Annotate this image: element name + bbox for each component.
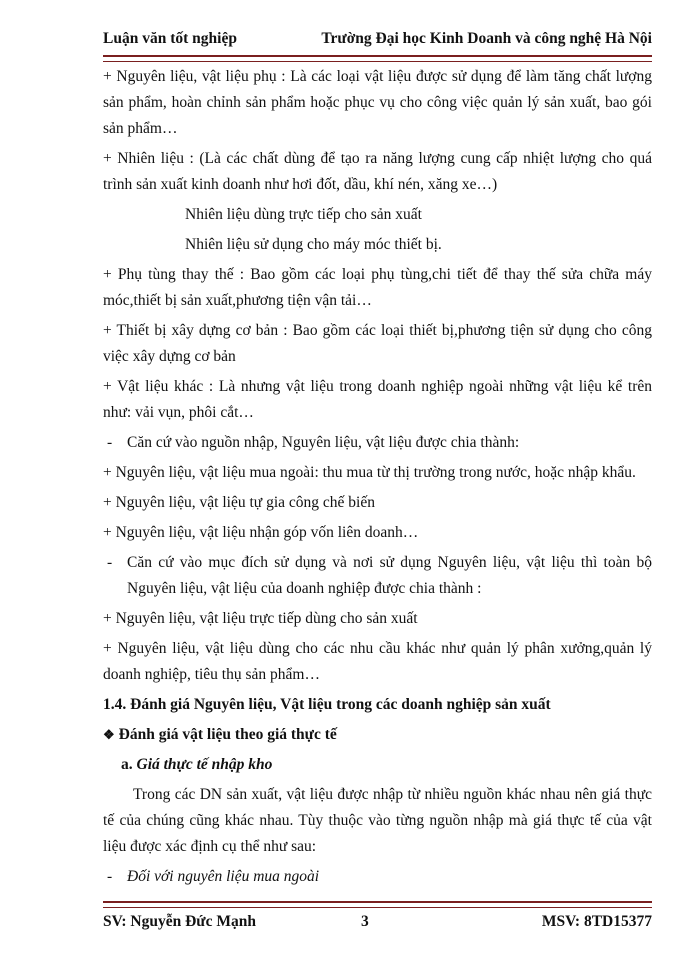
dash-marker: - [107, 868, 113, 885]
dash-item-text: Căn cứ vào nguồn nhập, Nguyên liệu, vật liệu được chia thành: [127, 434, 520, 451]
dash-item-by-purpose [103, 550, 652, 602]
section-heading: 1.4. Đánh giá Nguyên liệu, Vật liệu trong các doanh nghiệp sản xuất [103, 696, 551, 713]
footer-page-number: 3 [361, 913, 369, 930]
dash-item-purchased-materials [103, 864, 652, 890]
paragraph-other-needs: + Nguyên liệu, vật liệu dùng cho các nhu cầu khác như quản lý phân xưởng,quản lý doanh nghiệp, tiêu thụ sản phẩm… [103, 640, 652, 683]
paragraph-fuel: + Nhiên liệu : (Là các chất dùng để tạo ra năng lượng cung cấp nhiệt lượng cho quá trình sản xuất kinh doanh như hơi đốt, dầu, khí nén, xăng xe…) [103, 150, 652, 193]
dash-marker: - [107, 434, 113, 451]
header-rule [103, 55, 652, 62]
paragraph-auxiliary-materials: + Nguyên liệu, vật liệu phụ : Là các loại vật liệu được sử dụng để làm tăng chất lượng sản phẩm, hoàn chỉnh sản phẩm hoặc phục vụ cho công việc quản lý sản xuất, bao gói sản phẩm… [103, 68, 652, 137]
footer-student-id: MSV: 8TD15377 [541, 913, 652, 930]
paragraph-actual-price: Trong các DN sản xuất, vật liệu được nhập từ nhiều nguồn khác nhau nên giá thực tế của chúng cũng khác nhau. Tùy thuộc vào từng nguồn nhập mà giá thực tế của vật liệu được xác định cụ thể như sau: [103, 786, 652, 855]
dash-item-text: Căn cứ vào mục đích sử dụng và nơi sử dụng Nguyên liệu, vật liệu thì toàn bộ Nguyên liệu, vật liệu của doanh nghiệp được chia thành : [127, 554, 652, 597]
paragraph-capital-contribution: + Nguyên liệu, vật liệu nhận góp vốn liên doanh… [103, 524, 419, 541]
subsubsection-number: a. [121, 756, 133, 773]
dash-marker: - [107, 554, 113, 571]
paragraph-construction-equipment: + Thiết bị xây dựng cơ bản : Bao gồm các loại thiết bị,phương tiện sử dụng cho công việc xây dựng cơ bản [103, 322, 652, 365]
subsubsection-heading [103, 752, 652, 778]
subsubsection-title: Giá thực tế nhập kho [136, 756, 273, 773]
header-thesis-title: Luận văn tốt nghiệp [103, 30, 237, 47]
page-footer [103, 913, 652, 937]
paragraph-self-processed: + Nguyên liệu, vật liệu tự gia công chế biến [103, 494, 375, 511]
footer-student-name: SV: Nguyễn Đức Mạnh [103, 913, 256, 930]
header-university-name: Trường Đại học Kinh Doanh và công nghệ Hà Nội [321, 30, 652, 47]
diamond-bullet-icon: ❖ [103, 727, 115, 742]
dash-item-by-source [103, 430, 652, 456]
paragraph-direct-production: + Nguyên liệu, vật liệu trực tiếp dùng cho sản xuất [103, 610, 418, 627]
footer-rule [103, 901, 652, 908]
paragraph-purchased: + Nguyên liệu, vật liệu mua ngoài: thu mua từ thị trường trong nước, hoặc nhập khẩu. [103, 464, 636, 481]
dash-item-text: Đối với nguyên liệu mua ngoài [127, 868, 320, 885]
paragraph-other-materials: + Vật liệu khác : Là nhưng vật liệu trong doanh nghiệp ngoài những vật liệu kể trên như: vải vụn, phôi cắt… [103, 378, 652, 421]
paragraph-fuel-direct: Nhiên liệu dùng trực tiếp cho sản xuất [185, 206, 422, 223]
paragraph-fuel-machinery: Nhiên liệu sử dụng cho máy móc thiết bị. [185, 236, 442, 253]
page-header [103, 30, 652, 54]
paragraph-spare-parts: + Phụ tùng thay thế : Bao gồm các loại phụ tùng,chi tiết để thay thế sửa chữa máy móc,thiết bị sản xuất,phương tiện vận tải… [103, 266, 652, 309]
document-body [103, 64, 652, 894]
subsection-heading-text: Đánh giá vật liệu theo giá thực tế [118, 726, 337, 743]
subsection-heading [103, 722, 652, 748]
